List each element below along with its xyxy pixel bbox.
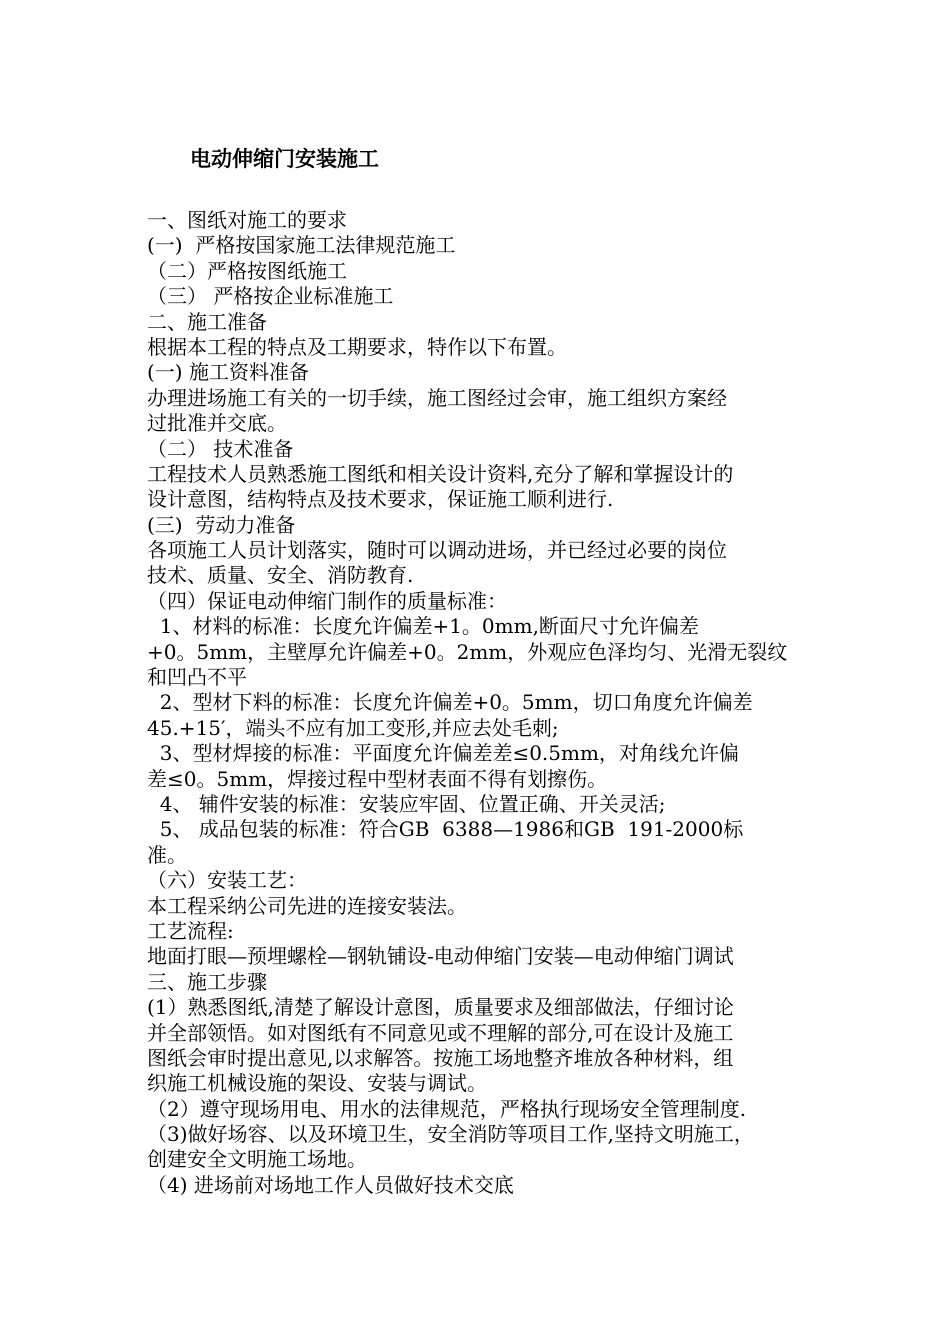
text-line: 办理进场施工有关的一切手续，施工图经过会审，施工组织方案经 bbox=[147, 385, 727, 410]
text-line: （六）安装工艺： bbox=[147, 868, 307, 893]
text-line: 4、 辅件安装的标准：安装应牢固、位置正确、开关灵活; bbox=[147, 791, 666, 816]
text-line: 根据本工程的特点及工期要求，特作以下布置。 bbox=[147, 334, 567, 359]
text-line: +0。5mm，主壁厚允许偏差+0。2mm，外观应色泽均匀、光滑无裂纹 bbox=[147, 639, 788, 664]
text-line: (一) 施工资料准备 bbox=[147, 360, 309, 385]
text-line: (一) 严格按国家施工法律规范施工 bbox=[147, 233, 456, 258]
text-line: （四）保证电动伸缩门制作的质量标准： bbox=[147, 588, 507, 613]
text-line: 二、施工准备 bbox=[147, 309, 267, 334]
text-line: 本工程采纳公司先进的连接安装法。 bbox=[147, 893, 467, 918]
document-title: 电动伸缩门安装施工 bbox=[190, 146, 379, 171]
text-line: 2、型材下料的标准：长度允许偏差+0。5mm，切口角度允许偏差 bbox=[147, 690, 753, 715]
text-line: 准。 bbox=[147, 842, 187, 867]
text-line: 图纸会审时提出意见,以求解答。按施工场地整齐堆放各种材料，组 bbox=[147, 1045, 734, 1070]
text-line: 和凹凸不平 bbox=[147, 665, 247, 690]
text-line: 三、施工步骤 bbox=[147, 969, 267, 994]
text-line: （2）遵守现场用电、用水的法律规范，严格执行现场安全管理制度. bbox=[147, 1096, 747, 1121]
text-line: 设计意图，结构特点及技术要求，保证施工顺利进行. bbox=[147, 487, 614, 512]
text-line: （三） 严格按企业标准施工 bbox=[147, 284, 394, 309]
text-line: （二）严格按图纸施工 bbox=[147, 258, 347, 283]
text-line: 3、型材焊接的标准：平面度允许偏差差≤0.5mm，对角线允许偏 bbox=[147, 741, 739, 766]
text-line: 工程技术人员熟悉施工图纸和相关设计资料,充分了解和掌握设计的 bbox=[147, 461, 734, 486]
text-line: （4) 进场前对场地工作人员做好技术交底 bbox=[147, 1172, 514, 1197]
text-line: 并全部领悟。如对图纸有不同意见或不理解的部分,可在设计及施工 bbox=[147, 1020, 734, 1045]
text-line: 地面打眼—预埋螺栓—钢轨铺设-电动伸缩门安装—电动伸缩门调试 bbox=[147, 944, 734, 969]
text-line: 创建安全文明施工场地。 bbox=[147, 1147, 367, 1172]
document-body bbox=[147, 208, 827, 1198]
text-line: (1）熟悉图纸,清楚了解设计意图，质量要求及细部做法，仔细讨论 bbox=[147, 995, 734, 1020]
text-line: 1、材料的标准：长度允许偏差+1。0mm,断面尺寸允许偏差 bbox=[147, 614, 699, 639]
text-line: （3)做好场容、以及环境卫生，安全消防等项目工作,坚持文明施工， bbox=[147, 1122, 754, 1147]
text-line: 技术、质量、安全、消防教育. bbox=[147, 563, 414, 588]
text-line: 各项施工人员计划落实，随时可以调动进场，并已经过必要的岗位 bbox=[147, 538, 727, 563]
text-line: 差≤0。5mm，焊接过程中型材表面不得有划擦伤。 bbox=[147, 766, 608, 791]
text-line: 一、图纸对施工的要求 bbox=[147, 208, 347, 232]
text-line: (三) 劳动力准备 bbox=[147, 512, 296, 537]
text-line: 5、 成品包装的标准：符合GB 6388—1986和GB 191-2000标 bbox=[147, 817, 744, 842]
text-line: 过批准并交底。 bbox=[147, 411, 287, 436]
text-line: 45.+15′，端头不应有加工变形,并应去处毛刺; bbox=[147, 715, 559, 740]
text-line: 织施工机械设施的架设、安装与调试。 bbox=[147, 1071, 487, 1096]
text-line: 工艺流程: bbox=[147, 918, 234, 943]
text-line: （二） 技术准备 bbox=[147, 436, 294, 461]
